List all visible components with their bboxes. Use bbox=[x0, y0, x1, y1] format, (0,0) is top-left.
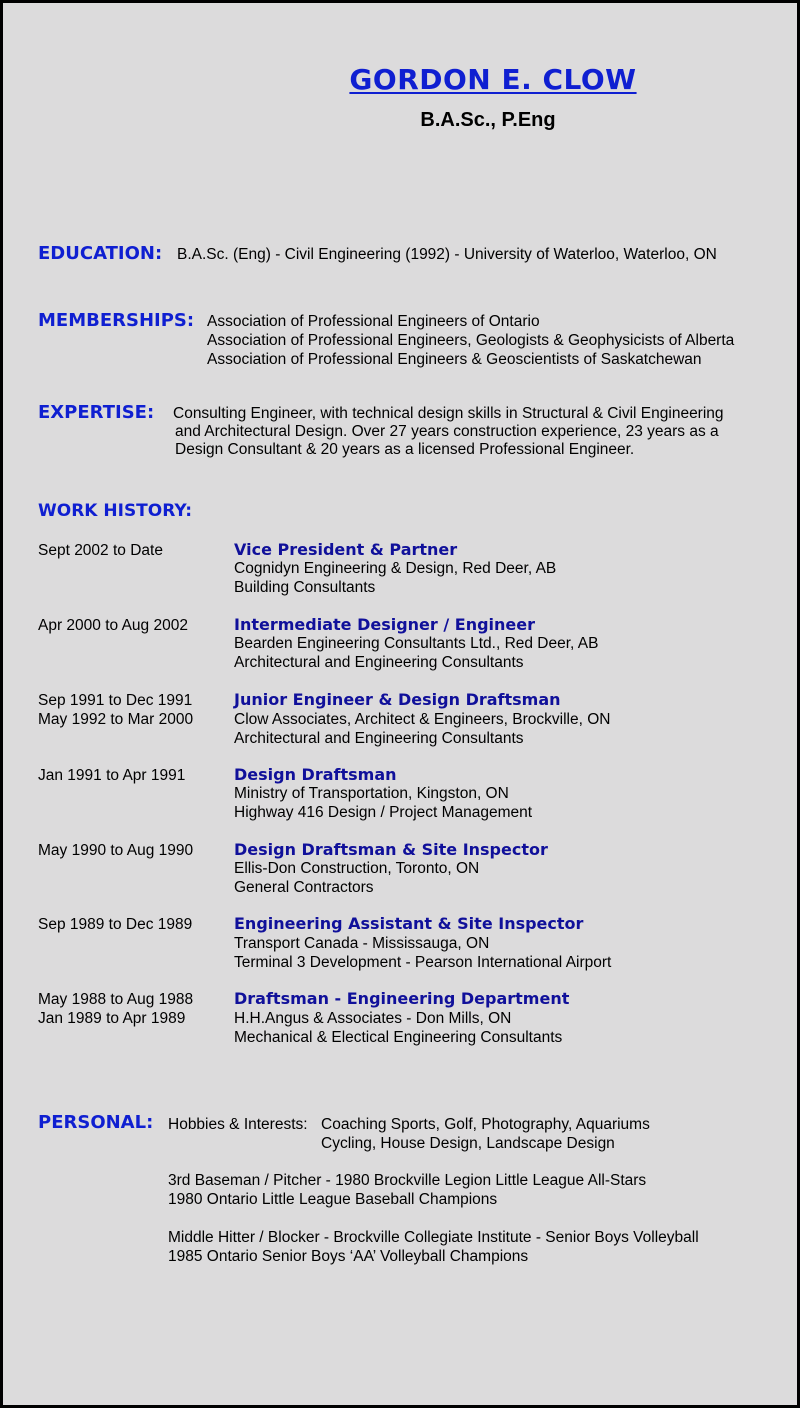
job-dates: Sep 1989 to Dec 1989 bbox=[38, 916, 193, 933]
job-dates: Jan 1989 to Apr 1989 bbox=[38, 1010, 186, 1027]
job-dates: Sep 1991 to Dec 1991 bbox=[38, 692, 193, 709]
volleyball-line: Middle Hitter / Blocker - Brockville Collegiate Institute - Senior Boys Volleyball bbox=[168, 1229, 699, 1246]
job-description: General Contractors bbox=[234, 879, 374, 896]
hobbies-line: Coaching Sports, Golf, Photography, Aquariums bbox=[321, 1116, 650, 1133]
job-company: Ellis-Don Construction, Toronto, ON bbox=[234, 860, 480, 877]
job-title: Engineering Assistant & Site Inspector bbox=[234, 914, 584, 933]
baseball-line: 1980 Ontario Little League Baseball Champions bbox=[168, 1191, 498, 1208]
job-dates: May 1992 to Mar 2000 bbox=[38, 711, 194, 728]
job-dates: May 1990 to Aug 1990 bbox=[38, 842, 194, 859]
job-description: Building Consultants bbox=[234, 579, 376, 596]
job-title: Design Draftsman bbox=[234, 765, 397, 784]
expertise-line: Design Consultant & 20 years as a licensed Professional Engineer. bbox=[175, 441, 635, 458]
job-company: Cognidyn Engineering & Design, Red Deer, AB bbox=[234, 560, 557, 577]
job-dates: Sept 2002 to Date bbox=[38, 542, 163, 559]
job-title: Vice President & Partner bbox=[234, 540, 458, 559]
job-company: Ministry of Transportation, Kingston, ON bbox=[234, 785, 509, 802]
job-description: Architectural and Engineering Consultants bbox=[234, 730, 524, 747]
job-title: Junior Engineer & Design Draftsman bbox=[234, 690, 561, 709]
job-description: Highway 416 Design / Project Management bbox=[234, 804, 533, 821]
job-company: Clow Associates, Architect & Engineers, Brockville, ON bbox=[234, 711, 611, 728]
job-company: H.H.Angus & Associates - Don Mills, ON bbox=[234, 1010, 512, 1027]
hobbies-prefix: Hobbies & Interests: bbox=[168, 1116, 308, 1133]
expertise-line: and Architectural Design. Over 27 years construction experience, 23 years as a bbox=[175, 423, 719, 440]
baseball-line: 3rd Baseman / Pitcher - 1980 Brockville Legion Little League All-Stars bbox=[168, 1172, 647, 1189]
expertise-line: Consulting Engineer, with technical design skills in Structural & Civil Engineering bbox=[173, 405, 724, 422]
personal-label: PERSONAL: bbox=[38, 1112, 154, 1133]
job-dates: Apr 2000 to Aug 2002 bbox=[38, 617, 188, 634]
job-company: Bearden Engineering Consultants Ltd., Red Deer, AB bbox=[234, 635, 599, 652]
hobbies-line: Cycling, House Design, Landscape Design bbox=[321, 1135, 615, 1152]
job-dates: Jan 1991 to Apr 1991 bbox=[38, 767, 186, 784]
volleyball-line: 1985 Ontario Senior Boys ‘AA’ Volleyball Champions bbox=[168, 1248, 529, 1265]
work-history-label: WORK HISTORY: bbox=[38, 501, 193, 521]
job-description: Mechanical & Electical Engineering Consultants bbox=[234, 1029, 563, 1046]
expertise-label: EXPERTISE: bbox=[38, 402, 155, 423]
education-label: EDUCATION: bbox=[38, 243, 163, 264]
job-title: Draftsman - Engineering Department bbox=[234, 989, 570, 1008]
education-text: B.A.Sc. (Eng) - Civil Engineering (1992) - University of Waterloo, Waterloo, ON bbox=[177, 246, 717, 263]
membership-item: Association of Professional Engineers of Ontario bbox=[207, 313, 540, 330]
job-description: Terminal 3 Development - Pearson International Airport bbox=[234, 954, 612, 971]
person-name: GORDON E. CLOW bbox=[349, 63, 637, 96]
job-dates: May 1988 to Aug 1988 bbox=[38, 991, 194, 1008]
job-title: Design Draftsman & Site Inspector bbox=[234, 840, 548, 859]
memberships-label: MEMBERSHIPS: bbox=[38, 310, 195, 331]
job-company: Transport Canada - Mississauga, ON bbox=[234, 935, 490, 952]
job-title: Intermediate Designer / Engineer bbox=[234, 615, 536, 634]
job-description: Architectural and Engineering Consultants bbox=[234, 654, 524, 671]
membership-item: Association of Professional Engineers, Geologists & Geophysicists of Alberta bbox=[207, 332, 735, 349]
membership-item: Association of Professional Engineers & Geoscientists of Saskatchewan bbox=[207, 351, 702, 368]
credentials: B.A.Sc., P.Eng bbox=[420, 109, 556, 131]
